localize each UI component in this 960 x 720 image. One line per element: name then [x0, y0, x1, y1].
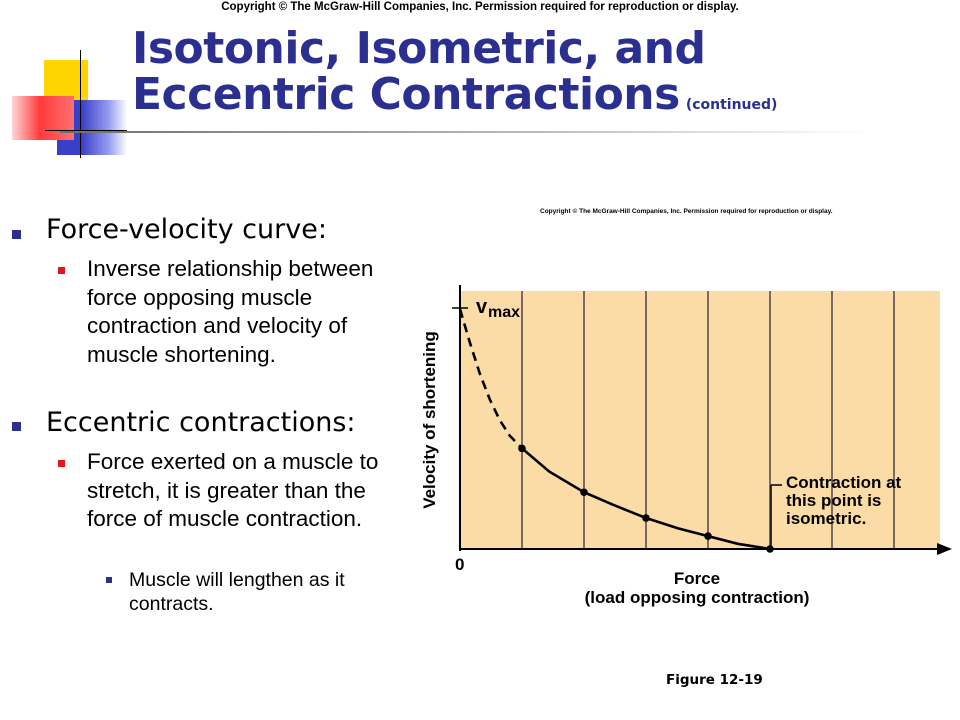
title-suffix: (continued): [685, 97, 778, 113]
data-point: [642, 514, 650, 522]
page-title: [132, 23, 778, 128]
x-axis-sublabel: (load opposing contraction): [584, 588, 810, 607]
bullet-text: Eccentric contractions:: [46, 407, 356, 438]
bullet-marker: [12, 422, 21, 431]
x-axis-arrow: [937, 543, 952, 555]
sub-bullet-text: Inverse relationship between force opposing muscle contraction and velocity of muscle shortening.: [87, 256, 374, 367]
title-line-2: Eccentric Contractions: [132, 69, 680, 120]
data-point: [518, 445, 526, 453]
figure-label: Figure 12-19: [666, 672, 763, 688]
annotation-line-3: isometric.: [786, 509, 867, 528]
copyright-notice: Copyright © The McGraw-Hill Companies, Inc. Permission required for reproduction or display.: [221, 1, 739, 13]
sub-sub-bullet-marker: [106, 577, 112, 583]
plot-area: [460, 291, 940, 549]
sub-bullet-text: Force exerted on a muscle to stretch, it is greater than the force of muscle contraction.: [87, 449, 379, 531]
x-axis-label: Force: [673, 569, 721, 588]
chart-copyright: Copyright © The McGraw-Hill Companies, Inc. Permission required for reproduction or display.: [540, 208, 833, 215]
x-origin-label: 0: [455, 555, 465, 574]
bullet-marker: [12, 230, 21, 239]
y-max-label: v: [476, 296, 488, 318]
data-point: [704, 532, 712, 540]
title-line-1: Isotonic, Isometric, and: [132, 23, 706, 74]
y-max-subscript: max: [488, 304, 521, 321]
title-divider: [60, 131, 870, 133]
annotation-line-1: Contraction at: [786, 473, 902, 492]
sub-sub-bullet-text: Muscle will lengthen as it contracts.: [129, 569, 345, 615]
bullet-text: Force-velocity curve:: [46, 214, 327, 245]
force-velocity-chart: [400, 195, 960, 615]
sub-bullet-marker: [58, 267, 65, 274]
y-axis-label: Velocity of shortening: [420, 331, 439, 509]
data-point: [580, 488, 588, 496]
corner-decoration: [0, 40, 140, 165]
annotation-line-2: this point is: [786, 491, 882, 510]
sub-bullet-marker: [58, 460, 65, 467]
